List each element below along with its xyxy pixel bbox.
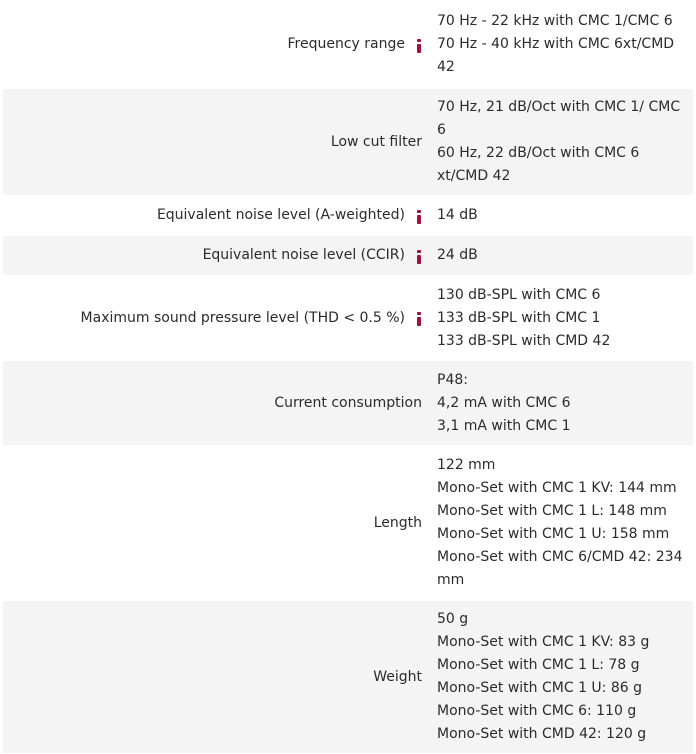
spec-label-cell: [3, 131, 437, 154]
spec-value: Mono-Set with CMC 1 KV: 144 mm: [437, 480, 677, 496]
spec-value-cell: [437, 446, 693, 600]
info-icon[interactable]: [415, 248, 423, 264]
spec-value: 60 Hz, 22 dB/Oct with CMC 6 xt/CMD 42: [437, 145, 640, 184]
spec-value: Mono-Set with CMC 1 KV: 83 g: [437, 634, 650, 650]
spec-label: Equivalent noise level (CCIR): [202, 247, 405, 263]
spec-value: P48:: [437, 371, 468, 388]
spec-row-equivalent-noise-a: [3, 195, 693, 235]
spec-label-cell: [3, 666, 437, 689]
spec-value: 14 dB: [437, 207, 478, 223]
info-icon[interactable]: [415, 310, 423, 326]
info-icon[interactable]: [415, 208, 423, 224]
spec-value: Mono-Set with CMC 1 U: 158 mm: [437, 526, 670, 542]
spec-label: Current consumption: [274, 394, 422, 411]
spec-row-max-spl: [3, 275, 693, 360]
spec-value: 133 dB-SPL with CMC 1: [437, 309, 601, 326]
spec-value-cell: [437, 2, 693, 87]
spec-value: 70 Hz - 40 kHz with CMC 6xt/CMD 42: [437, 36, 675, 75]
spec-value-cell: [437, 88, 693, 196]
spec-value: Mono-Set with CMC 1 U: 86 g: [437, 680, 642, 696]
spec-label: Weight: [373, 668, 422, 685]
spec-label: Length: [373, 514, 422, 531]
spec-value: Mono-Set with CMC 6/CMD 42: 234 mm: [437, 549, 683, 588]
spec-row-weight: [3, 600, 693, 753]
spec-label: Maximum sound pressure level (THD < 0.5 %): [80, 309, 405, 326]
spec-row-low-cut-filter: [3, 88, 693, 195]
spec-row-current-consumption: [3, 360, 693, 445]
spec-value: Mono-Set with CMD 42: 120 g: [437, 726, 647, 742]
spec-label-cell: [3, 204, 437, 227]
spec-label: Equivalent noise level (A-weighted): [156, 207, 405, 223]
spec-table: [3, 0, 693, 753]
spec-value: 4,2 mA with CMC 6: [437, 394, 571, 411]
spec-row-equivalent-noise-ccir: [3, 235, 693, 275]
spec-label: Frequency range: [287, 36, 405, 52]
spec-value: Mono-Set with CMC 6: 110 g: [437, 703, 637, 719]
spec-label-cell: [3, 307, 437, 330]
spec-value-cell: [437, 236, 693, 275]
spec-value: Mono-Set with CMC 1 L: 78 g: [437, 657, 640, 673]
info-icon[interactable]: [415, 37, 423, 53]
spec-value: 3,1 mA with CMC 1: [437, 417, 571, 434]
spec-value-cell: [437, 600, 693, 754]
spec-value: 122 mm: [437, 457, 496, 473]
spec-label-cell: [3, 392, 437, 415]
spec-value-cell: [437, 196, 693, 235]
spec-value: 133 dB-SPL with CMD 42: [437, 332, 611, 349]
spec-value: 70 Hz - 22 kHz with CMC 1/CMC 6: [437, 13, 673, 29]
spec-label-cell: [3, 33, 437, 56]
spec-value: Mono-Set with CMC 1 L: 148 mm: [437, 503, 667, 519]
spec-value-cell: [437, 276, 693, 361]
spec-label-cell: [3, 512, 437, 535]
spec-value: 24 dB: [437, 247, 478, 263]
spec-row-frequency-range: [3, 0, 693, 88]
spec-value: 70 Hz, 21 dB/Oct with CMC 1/ CMC 6: [437, 99, 681, 138]
spec-value: 130 dB-SPL with CMC 6: [437, 286, 601, 303]
spec-value: 50 g: [437, 611, 469, 627]
spec-row-length: [3, 445, 693, 600]
spec-label-cell: [3, 244, 437, 267]
spec-label: Low cut filter: [330, 133, 422, 150]
spec-value-cell: [437, 361, 693, 446]
